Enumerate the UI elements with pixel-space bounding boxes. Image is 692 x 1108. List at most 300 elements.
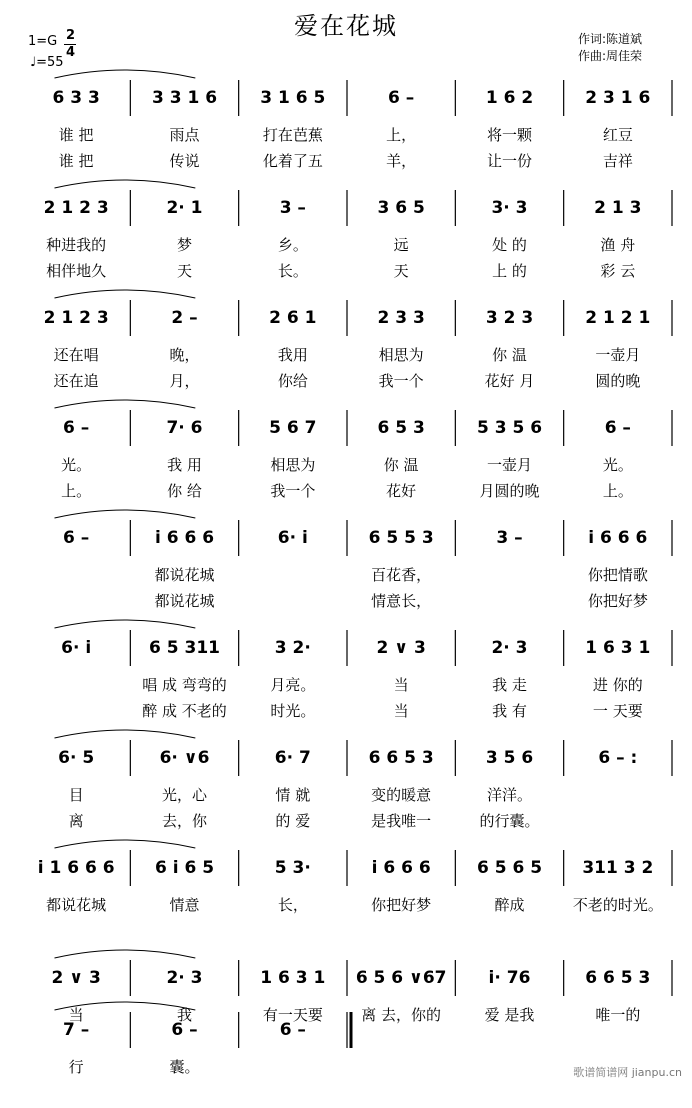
lyric-text: 的行囊。 [479,812,540,830]
lyric-text: 光。 [61,456,92,474]
measure [26,1018,126,1042]
lyric-line-2 [132,370,236,390]
slur [55,950,196,958]
lyric-text: 离 [68,812,84,830]
measure [26,86,126,110]
measure [459,526,559,550]
measure [459,196,559,220]
slur [55,290,196,298]
lyric-line-1 [457,894,561,914]
lyric-text: 变的暖意 [371,786,432,804]
lyric-text: 传说 [169,152,200,170]
lyric-text [292,1056,294,1076]
lyric-text: 月亮。 [270,676,316,694]
measure-notes: i 1 6 6 6 [37,858,115,878]
lyric-line-1 [566,564,670,584]
measure [568,306,668,330]
lyric-text: 你把情歌 [587,566,648,584]
measure-notes: 6 – [604,418,631,438]
lyric-text: 你 温 [492,346,527,364]
measure-notes: i 6 6 6 [371,858,431,878]
measure [134,526,234,550]
lyric-text [183,920,185,940]
lyric-text: 一壶月 [486,456,532,474]
music-system [0,86,692,176]
lyric-line-1 [566,784,670,804]
measure-notes: 2 1 3 [594,198,642,218]
measure-notes: 6 – [279,1020,306,1040]
measure-notes: 3 – [496,528,523,548]
measure [568,526,668,550]
lyric-line-2 [24,810,128,830]
lyric-text: 当 [393,702,409,720]
measure [134,306,234,330]
lyric-text: 目 [68,786,84,804]
measure [459,636,559,660]
lyric-text: 雨点 [169,126,200,144]
lyric-text: 不老的时光。 [572,896,663,914]
lyric-text: 化着了五 [262,152,323,170]
measure [243,306,343,330]
lyric-line-2 [132,810,236,830]
lyric-line-1 [132,784,236,804]
lyric-line-2 [457,810,561,830]
lyric-text: 还在追 [53,372,99,390]
lyric-text: 相伴地久 [46,262,107,280]
measure [26,856,126,880]
lyric-line-2 [132,700,236,720]
lyric-line-1 [349,564,453,584]
slur [55,620,196,628]
lyric-line-2 [24,150,128,170]
lyric-line-1 [566,344,670,364]
measure-notes: i· 76 [488,968,531,988]
lyric-line-2 [132,150,236,170]
lyric-line-2 [349,810,453,830]
lyric-text: 我 有 [492,702,527,720]
lyric-text: 离 去，你的 [361,1006,442,1024]
lyric-line-2 [132,590,236,610]
lyric-line-1 [24,344,128,364]
lyric-text: 上。 [602,482,633,500]
measure-notes: 6· 5 [58,748,95,768]
lyric-line-2 [457,150,561,170]
measure-notes: 5 6 7 [269,418,317,438]
measure-notes: 3 2· [274,638,311,658]
lyric-line-2 [241,810,345,830]
lyric-text: 一壶月 [595,346,641,364]
lyric-line-1 [457,564,561,584]
measure [459,306,559,330]
lyric-line-1 [457,454,561,474]
lyric-line-1 [566,454,670,474]
slur [55,840,196,848]
lyric-line-2 [457,480,561,500]
lyric-line-1 [349,894,453,914]
measure-notes: 2 ∨ 3 [51,968,101,988]
measure-notes: i 6 6 6 [588,528,648,548]
lyric-text: 我一个 [270,482,316,500]
measure [243,746,343,770]
lyric-line-1 [349,454,453,474]
lyric-line-2 [457,260,561,280]
measure-notes: 5 3· [274,858,311,878]
lyric-line-1 [241,674,345,694]
measure [134,1018,234,1042]
measure [568,416,668,440]
lyric-text [292,920,294,940]
lyric-text: 吉祥 [602,152,633,170]
lyric-text: 处 的 [492,236,527,254]
measure-notes: 3· 3 [491,198,528,218]
lyric-text [75,920,77,940]
lyric-line-1 [132,564,236,584]
lyric-line-2 [457,920,561,940]
time-signature-bottom: 4 [66,45,76,60]
measure [243,1018,343,1042]
lyric-line-1 [132,894,236,914]
measure-notes: 2 – [171,308,198,328]
lyric-line-1 [457,124,561,144]
lyric-text: 上。 [61,482,92,500]
measure [26,526,126,550]
lyric-text: 上， [386,126,417,144]
lyric-text [508,564,510,584]
lyric-text: 都说花城 [46,896,107,914]
lyric-text: 是我唯一 [371,812,432,830]
lyric-text: 情意 [169,896,200,914]
lyric-line-2 [132,260,236,280]
music-system [0,746,692,836]
lyric-line-1 [132,1056,236,1076]
lyric-line-2 [24,1082,128,1102]
lyric-line-1 [566,124,670,144]
measure [568,966,668,990]
slur [55,510,196,518]
lyric-line-1 [24,784,128,804]
lyric-text: 种进我的 [46,236,107,254]
slur [55,730,196,738]
measure [134,416,234,440]
lyric-text: 天 [176,262,192,280]
lyric-line-2 [566,920,670,940]
lyric-line-2 [349,920,453,940]
measure-notes: 7 – [63,1020,90,1040]
key-signature: 1=G [28,34,58,49]
measure [351,86,451,110]
lyric-text: 我 用 [167,456,202,474]
lyric-text [75,590,77,610]
measure-notes: 6 5 3 [377,418,425,438]
measure-notes: 6 5 5 3 [368,528,434,548]
lyric-text: 的 爱 [275,812,311,830]
measure [243,416,343,440]
lyric-text: 你把好梦 [371,896,432,914]
lyric-text: 彩 云 [600,262,636,280]
lyric-line-1 [241,894,345,914]
measure [351,966,451,990]
lyric-text: 将一颗 [486,126,532,144]
measure [134,196,234,220]
lyric-text: 上 的 [492,262,527,280]
lyric-line-1 [24,564,128,584]
lyric-line-2 [241,480,345,500]
measure-notes: 3 5 6 [485,748,534,768]
lyric-line-2 [349,370,453,390]
measure-notes: 6 5 6 5 [476,858,543,878]
lyric-text: 当 [393,676,409,694]
music-system [0,526,692,616]
lyric-line-2 [241,1082,345,1102]
music-system [0,306,692,396]
measure-notes: 2 ∨ 3 [376,638,426,658]
measure [243,196,343,220]
lyric-text: 唯一的 [595,1006,641,1024]
lyric-line-2 [566,590,670,610]
measure [243,636,343,660]
measure-notes: 6 – [63,418,90,438]
lyric-line-1 [132,674,236,694]
lyric-text: 情 就 [275,786,311,804]
lyric-line-1 [566,234,670,254]
lyric-line-2 [566,810,670,830]
measure [568,856,668,880]
lyric-line-2 [566,480,670,500]
song-title: 爱在花城 [294,12,398,40]
lyric-text: 长， [277,896,308,914]
lyric-line-2 [241,150,345,170]
measure [243,856,343,880]
measure-notes: 2 1 2 3 [43,308,109,328]
lyric-text: 你把好梦 [587,592,648,610]
lyric-text: 梦 [176,236,192,254]
measure-notes: 6 5 311 [149,638,220,658]
measure [243,86,343,110]
lyric-text: 长。 [277,262,308,280]
lyric-text: 唱 成 弯弯的 [142,676,227,694]
measure [568,636,668,660]
lyricist-credit: 作词:陈道斌 [578,32,643,46]
lyric-text [617,784,619,804]
lyric-text [75,700,77,720]
lyric-text: 光，心 [161,786,207,804]
measure-notes: 1 6 3 1 [585,638,651,658]
lyric-line-2 [566,150,670,170]
lyric-text [183,1082,185,1102]
time-signature-top: 2 [66,28,76,43]
lyric-text: 洋洋。 [486,786,532,804]
lyric-text: 相思为 [270,456,316,474]
lyric-line-1 [24,124,128,144]
measure [459,856,559,880]
lyric-text: 远 [393,236,409,254]
measure-notes: 6· i [61,638,92,658]
lyric-text [292,564,294,584]
lyric-line-1 [132,124,236,144]
measure [351,416,451,440]
measure [459,416,559,440]
lyric-text [617,810,619,830]
measure [134,636,234,660]
measure [26,196,126,220]
slur [55,400,196,408]
lyric-text: 一 天要 [592,702,643,720]
lyric-text: 羊， [386,152,417,170]
measure-notes: 6· 7 [274,748,311,768]
lyric-line-1 [24,674,128,694]
slur [55,70,196,78]
measure-notes: 2 3 1 6 [585,88,651,108]
lyric-text: 醉成 [494,896,525,914]
measure [351,746,451,770]
measure [459,746,559,770]
measure-notes: 3 6 5 [377,198,425,218]
lyric-line-1 [349,784,453,804]
measure-notes: 6· i [277,528,308,548]
lyric-line-1 [132,454,236,474]
lyric-line-1 [457,784,561,804]
measure [351,856,451,880]
lyric-text: 相思为 [378,346,424,364]
lyric-text [75,674,77,694]
lyric-text: 你 给 [167,482,202,500]
measure [26,416,126,440]
lyric-line-2 [457,370,561,390]
measure-notes: 1 6 3 1 [260,968,326,988]
measure-notes: 3 3 1 6 [151,88,218,108]
measure [459,86,559,110]
lyric-line-2 [241,700,345,720]
lyric-text: 红豆 [602,126,633,144]
lyric-text: 乡。 [277,236,308,254]
measure [351,526,451,550]
lyric-text: 去，你 [161,812,207,830]
lyric-line-1 [241,1056,345,1076]
measure [134,966,234,990]
lyric-text [292,1082,294,1102]
measure-notes: 2· 3 [166,968,203,988]
lyric-text: 光。 [602,456,633,474]
composer-credit: 作曲:周佳荣 [578,49,643,63]
lyric-line-2 [24,480,128,500]
lyric-line-2 [241,590,345,610]
lyric-text: 时光。 [270,702,316,720]
lyric-text: 有一天要 [262,1006,323,1024]
lyric-text: 还在唱 [53,346,99,364]
measure-notes: 3 2 3 [485,308,534,328]
lyric-line-1 [566,674,670,694]
lyric-line-2 [457,590,561,610]
lyric-line-2 [24,920,128,940]
measure-notes: 311 3 2 [582,858,654,878]
lyric-line-2 [457,700,561,720]
measure-notes: 2 6 1 [269,308,317,328]
measure-notes: 3 – [279,198,306,218]
lyric-line-2 [566,260,670,280]
lyric-line-1 [566,894,670,914]
measure [243,526,343,550]
measure-notes: 2· 1 [166,198,203,218]
measure [351,196,451,220]
lyric-text: 月， [169,372,200,390]
measure-notes: 6 5 6 ∨67 [355,968,447,988]
lyric-text: 谁 把 [58,126,94,144]
lyric-text: 都说花城 [154,592,215,610]
music-system [0,1018,692,1108]
lyric-text: 我一个 [378,372,424,390]
quarter-note-icon: ♩ [30,55,37,70]
lyric-text [617,920,619,940]
music-system [0,856,692,946]
measure [351,636,451,660]
lyric-text [75,564,77,584]
lyric-line-1 [457,234,561,254]
measure [568,746,668,770]
lyric-line-1 [24,234,128,254]
lyric-text: 我用 [277,346,308,364]
lyric-text: 你给 [277,372,308,390]
measure-notes: 6 – [63,528,90,548]
lyric-line-2 [349,590,453,610]
lyric-text: 月圆的晚 [479,482,540,500]
measure-notes: 6 i 6 5 [154,858,215,878]
measure-notes: 2 1 2 3 [43,198,109,218]
music-system [0,416,692,506]
measure [459,966,559,990]
lyric-text: 晚， [169,346,200,364]
lyric-line-2 [132,920,236,940]
measure-notes: 6· ∨6 [159,748,210,768]
lyric-line-2 [349,150,453,170]
watermark: 歌谱简谱网 jianpu.cn [573,1066,682,1079]
lyric-line-2 [241,920,345,940]
lyric-line-2 [24,370,128,390]
lyric-text: 花好 月 [484,372,535,390]
measure-notes: 7· 6 [166,418,203,438]
measure [351,306,451,330]
lyric-line-1 [349,674,453,694]
lyric-line-1 [457,344,561,364]
lyric-text: 你 温 [383,456,419,474]
lyric-text: 打在芭蕉 [262,126,323,144]
lyric-text [75,1082,77,1102]
lyric-line-1 [349,344,453,364]
lyric-text: 醉 成 不老的 [142,702,227,720]
music-system [0,636,692,726]
measure-notes: 3 1 6 5 [260,88,326,108]
lyric-line-1 [132,344,236,364]
measure [568,86,668,110]
lyric-line-2 [241,260,345,280]
lyric-line-1 [241,454,345,474]
lyric-line-1 [457,674,561,694]
measure-notes: 6 – [171,1020,198,1040]
lyric-line-2 [566,700,670,720]
lyric-text [292,590,294,610]
lyric-line-1 [241,344,345,364]
lyric-text: 都说花城 [154,566,215,584]
lyric-line-2 [349,480,453,500]
lyric-text: 渔 舟 [600,236,636,254]
lyric-line-1 [24,894,128,914]
lyric-text: 天 [393,262,409,280]
lyric-line-2 [241,370,345,390]
lyric-line-1 [349,124,453,144]
measure [568,196,668,220]
measure-notes: 6 – [388,88,415,108]
lyric-text: 百花香， [371,566,432,584]
music-system [0,196,692,286]
